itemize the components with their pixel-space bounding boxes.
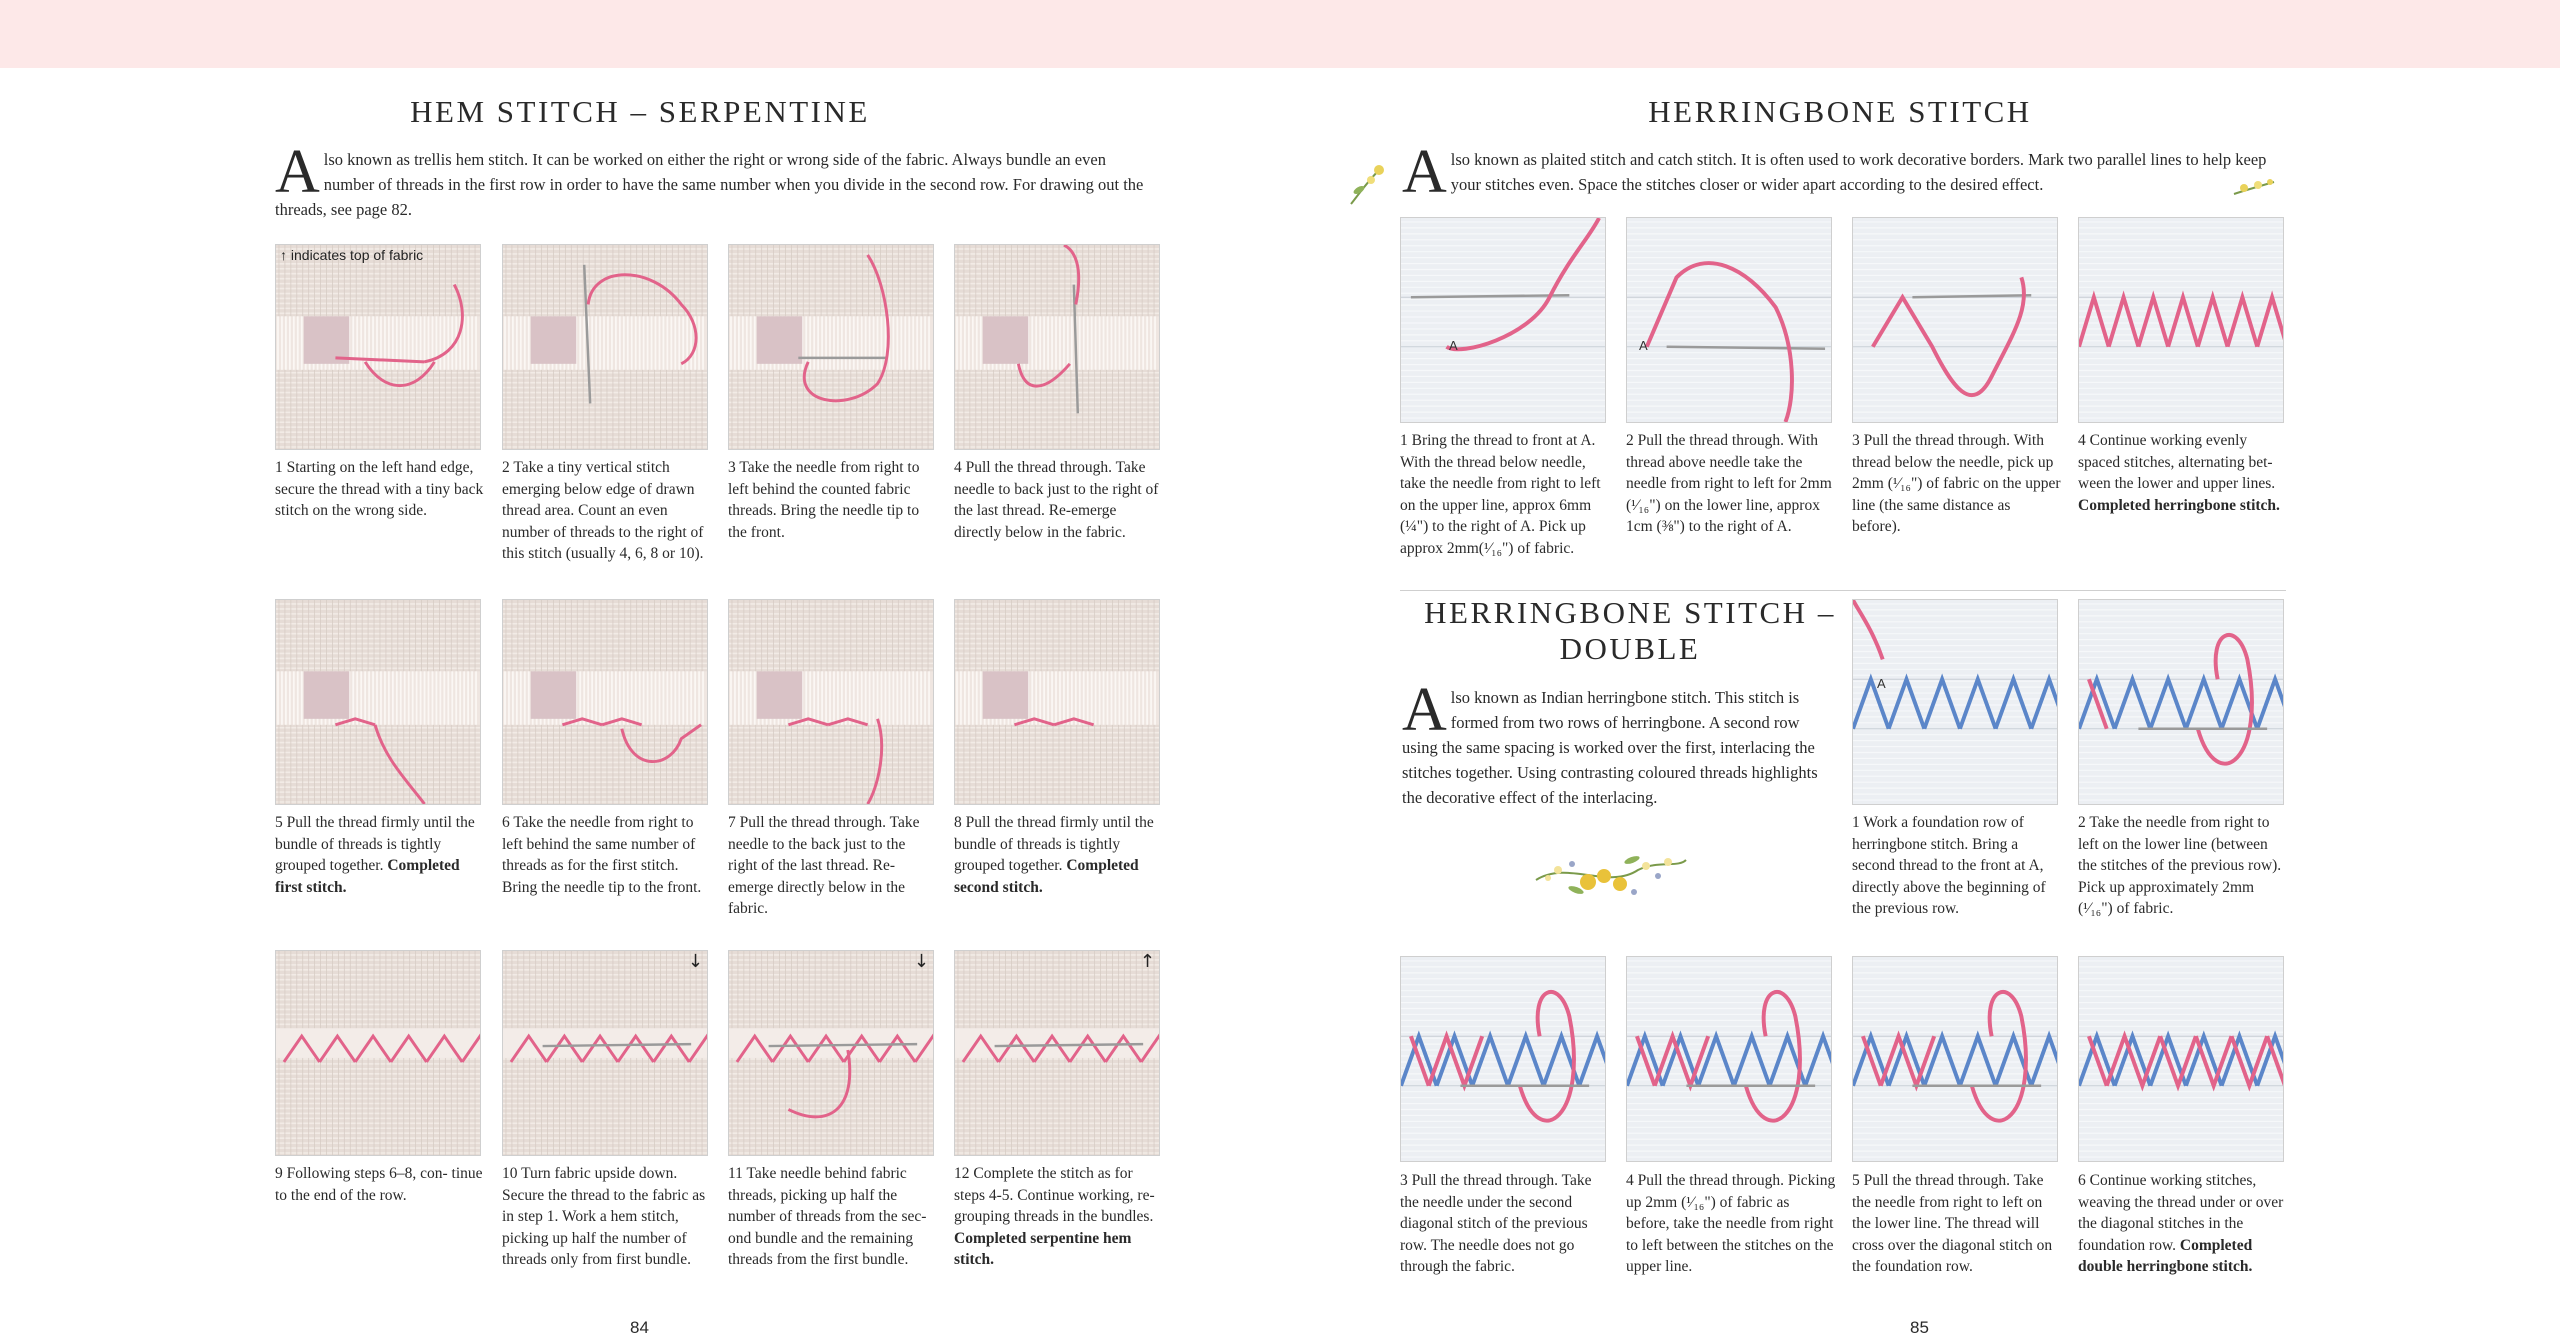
left-intro (275, 138, 1160, 222)
right-intro-text: lso known as plaited stitch and catch stitch. It is often used to work decorative borders. Mark two parallel lines to help keep your stitches even. Space the stitches closer or wider apart according to the desired effect. (1450, 150, 2267, 194)
caption-text: 4 Pull the thread through. Picking up 2mm (¹⁄₁₆") of fabric as before, take the needle from right to left between the stitches on the upper line. (1626, 1172, 1836, 1275)
caption-text: 3 Pull the thread through. With thread below the needle, pick up 2mm (¹⁄₁₆") of fabric on the upper line (the same distance as before). (1852, 432, 2061, 535)
step-caption (502, 457, 712, 565)
step-caption (1626, 430, 1836, 538)
double-section-title (1400, 595, 1860, 667)
step-photo (1626, 956, 1832, 1162)
top-of-fabric-note: ↑ indicates top of fabric (280, 247, 424, 263)
double-title-line-2: DOUBLE (1559, 631, 1701, 666)
point-a-label: A (1449, 338, 1458, 353)
step-caption (954, 457, 1164, 543)
step-caption (502, 1163, 712, 1271)
step-photo (1626, 217, 1832, 423)
step-photo (954, 599, 1160, 805)
step-photo (954, 244, 1160, 450)
step-photo (1852, 217, 2058, 423)
caption-bold: Completed double herringbone stitch. (2078, 1236, 2253, 1275)
page-number-right: 85 (1910, 1318, 1929, 1337)
step-photo (728, 599, 934, 805)
double-title-line-1: HERRINGBONE STITCH – (1424, 595, 1836, 630)
double-intro (1402, 676, 1832, 810)
step-caption (275, 812, 485, 898)
step-photo (728, 950, 934, 1156)
step-caption (2078, 1170, 2288, 1278)
down-arrow-icon: ↓ (687, 951, 703, 972)
caption-text: 2 Take the needle from right to left on the lower line (between the stitches of the previous row). Pick up approximately 2mm (¹⁄₁₆") of fabric. (2078, 814, 2282, 917)
drop-cap: A (1402, 676, 1447, 744)
point-a-label: A (1639, 338, 1648, 353)
right-page-title: HERRINGBONE STITCH (1648, 94, 2032, 129)
section-divider (1400, 590, 2286, 591)
step-caption (502, 812, 712, 898)
drop-cap: A (275, 138, 320, 206)
drop-cap: A (1402, 138, 1447, 206)
step-caption (2078, 430, 2288, 516)
step-photo (502, 599, 708, 805)
step-caption (1852, 1170, 2062, 1278)
caption-text: 5 Pull the thread through. Take the needle from right to left on the lower line. The thread will cross over the diagonal stitch on the foundation row. (1852, 1172, 2053, 1275)
caption-text: 10 Turn fabric upside down. Secure the thread to the fabric as in step 1. Work a hem stitch, picking up half the number of threads only from first bundle. (502, 1165, 706, 1268)
up-arrow-icon: ↑ (1139, 951, 1155, 972)
caption-text: 1 Work a foundation row of herringbone stitch. Bring a second thread to the front at A, directly above the beginning of the previous row. (1852, 814, 2046, 917)
caption-text: 11 Take needle behind fabric threads, picking up half the number of threads from the sec-ond bundle and the remaining threads from the first bundle. (728, 1165, 927, 1268)
caption-text: 4 Continue working evenly spaced stitches, alternating bet- ween the lower and upper lines. (2078, 432, 2276, 492)
caption-text: 12 Complete the stitch as for steps 4-5. Continue working, re- grouping threads in the bundles. (954, 1165, 1155, 1225)
double-intro-text: lso known as Indian herringbone stitch. This stitch is formed from two rows of herringbone. A second row using the same spacing is worked over the first, interlacing the stitches together. Using contrasting coloured threads highlights the decorative effect of the interlacing. (1402, 688, 1818, 807)
step-caption (728, 457, 938, 543)
down-arrow-icon: ↓ (913, 951, 929, 972)
step-photo (275, 950, 481, 1156)
step-photo (2078, 217, 2284, 423)
step-caption (954, 812, 1164, 898)
step-photo (954, 950, 1160, 1156)
top-band (0, 0, 2560, 68)
caption-bold: Completed herringbone stitch. (2078, 496, 2280, 514)
caption-text: 4 Pull the thread through. Take needle to back just to the right of the last thread. Re-emerge directly below in the fabric. (954, 459, 1159, 541)
caption-text: 2 Take a tiny vertical stitch emerging below edge of drawn thread area. Count an even number of threads to the right of this stitch (usually 4, 6, 8 or 10). (502, 459, 704, 562)
caption-text: 1 Starting on the left hand edge, secure the thread with a tiny back stitch on the wrong side. (275, 459, 484, 519)
caption-text: 8 Pull the thread firmly until the bundle of threads is tightly grouped together. (954, 814, 1154, 874)
step-caption (728, 1163, 938, 1271)
caption-text: 2 Pull the thread through. With thread above needle take the needle from right to left for 2mm (¹⁄₁₆") on the lower line, approx 1cm (⅜") to the right of A. (1626, 432, 1832, 535)
caption-text: 6 Continue working stitches, weaving the thread under or over the diagonal stitches in the foundation row. (2078, 1172, 2284, 1254)
left-intro-text: lso known as trellis hem stitch. It can be worked on either the right or wrong side of the fabric. Always bundle an even number of threads in the first row in order to have the same number when you divide in the second row. For drawing out the threads, see page 82. (275, 150, 1144, 219)
step-caption (954, 1163, 1164, 1271)
step-photo (275, 599, 481, 805)
step-photo (1852, 599, 2058, 805)
step-caption (1400, 430, 1610, 559)
caption-text: 6 Take the needle from right to left behind the same number of threads as for the first stitch. Bring the needle tip to the front. (502, 814, 702, 896)
floral-garland-icon (1528, 840, 1690, 910)
step-photo (275, 244, 481, 450)
step-caption (1626, 1170, 1836, 1278)
step-photo (728, 244, 934, 450)
left-page-title: HEM STITCH – SERPENTINE (410, 94, 870, 129)
step-photo (502, 950, 708, 1156)
caption-bold: Completed first stitch. (275, 857, 460, 896)
step-photo (1852, 956, 2058, 1162)
caption-text: 3 Take the needle from right to left behind the counted fabric threads. Bring the needle tip to the front. (728, 459, 920, 541)
caption-text: 9 Following steps 6–8, con- tinue to the end of the row. (275, 1165, 483, 1204)
step-caption (728, 812, 938, 920)
caption-text: 5 Pull the thread firmly until the bundle of threads is tightly grouped together. (275, 814, 475, 874)
caption-text: 7 Pull the thread through. Take needle to the back just to the right of the last thread. Re-emerge directly below in the fabric. (728, 814, 920, 917)
step-caption (275, 1163, 485, 1206)
floral-sprig-icon (1345, 160, 1391, 210)
caption-bold: Completed second stitch. (954, 857, 1139, 896)
step-photo (1400, 217, 1606, 423)
caption-text: 1 Bring the thread to front at A. With the thread below needle, take the needle from right to left on the upper line, approx 6mm (¼") to the right of A. Pick up approx 2mm(¹⁄₁₆") of fabric. (1400, 432, 1601, 557)
step-photo (2078, 956, 2284, 1162)
step-photo (1400, 956, 1606, 1162)
step-photo (502, 244, 708, 450)
step-caption (1400, 1170, 1610, 1278)
caption-text: 3 Pull the thread through. Take the needle under the second diagonal stitch of the previous row. The needle does not go through the fabric. (1400, 1172, 1592, 1275)
page-number-left: 84 (630, 1318, 649, 1337)
step-caption (2078, 812, 2288, 920)
caption-bold: Completed serpentine hem stitch. (954, 1229, 1132, 1268)
right-intro (1402, 138, 2272, 206)
step-caption (1852, 430, 2062, 538)
step-caption (275, 457, 485, 522)
step-photo (2078, 599, 2284, 805)
point-a-label: A (1877, 676, 1886, 691)
step-caption (1852, 812, 2062, 920)
